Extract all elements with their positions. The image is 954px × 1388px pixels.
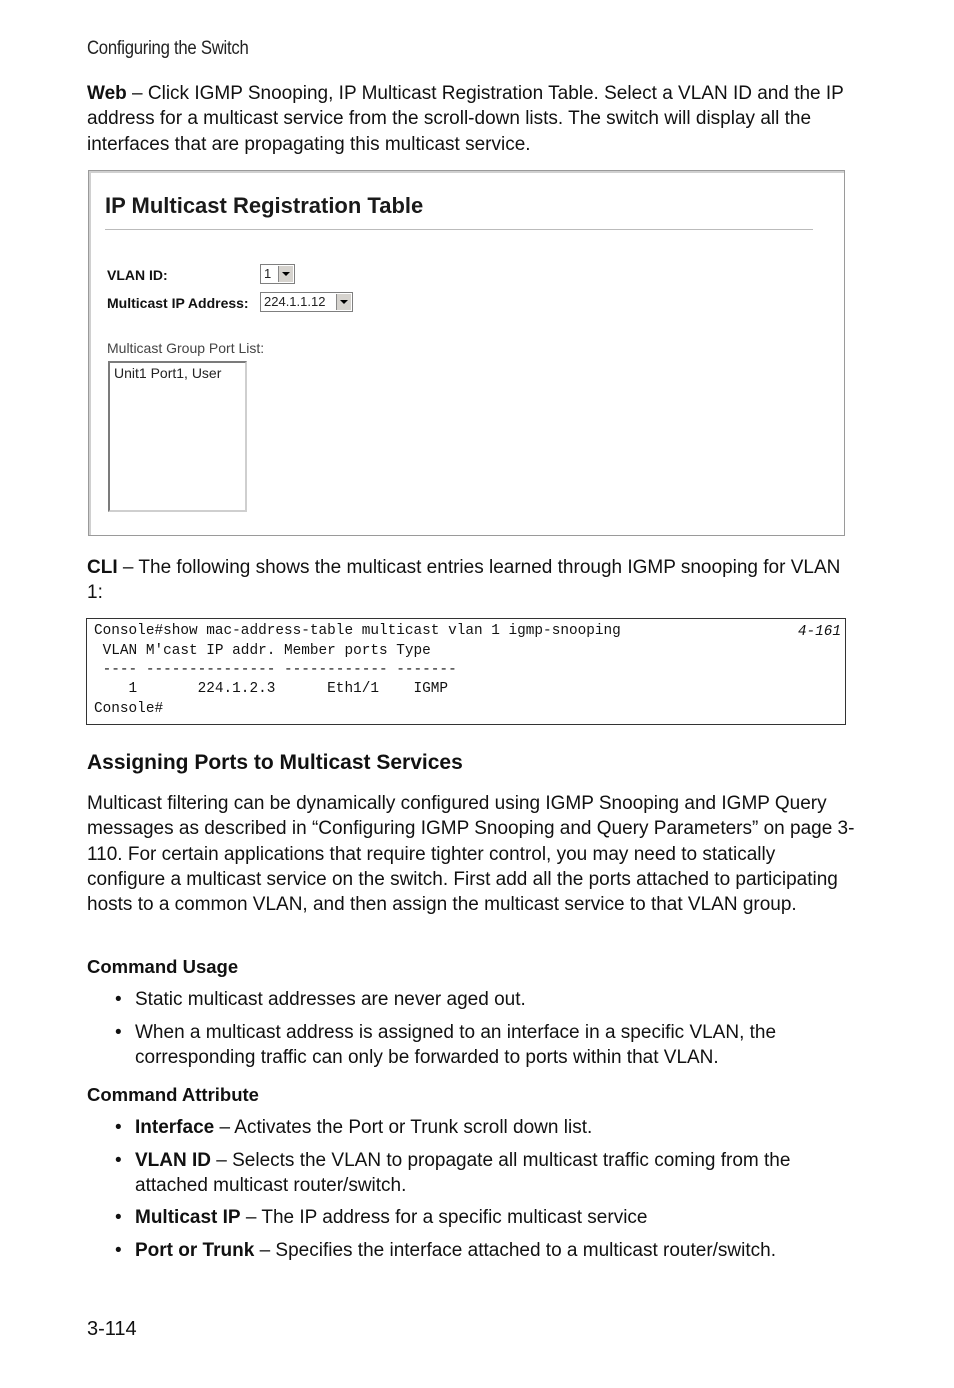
- attribute-desc: – Activates the Port or Trunk scroll down list.: [214, 1117, 593, 1138]
- vlan-id-select[interactable]: [260, 264, 295, 284]
- intro-paragraph: [87, 81, 857, 157]
- section-heading: Assigning Ports to Multicast Services: [87, 751, 463, 774]
- section-body: Multicast filtering can be dynamically configured using IGMP Snooping and IGMP Query messages as described in “Configuring IGMP Snooping and Query Parameters” on page 3-110. For certain applications that require tighter control, you may need to statically configure a multicast service on the switch. First add all the ports attached to participating hosts to a common VLAN, and then assign the multicast service to that VLAN group.: [87, 793, 855, 916]
- bullet-icon: •: [115, 1207, 122, 1228]
- group-port-list-label: Multicast Group Port List:: [107, 340, 265, 356]
- cli-code-block: [86, 618, 846, 725]
- bullet-icon: •: [115, 1240, 122, 1261]
- cli-paragraph: [87, 555, 857, 606]
- chevron-down-icon[interactable]: [278, 266, 293, 282]
- bullet-icon: •: [115, 989, 122, 1010]
- command-reference: 4-161: [797, 624, 841, 640]
- panel-divider: [105, 229, 813, 230]
- attribute-desc: – Selects the VLAN to propagate all multicast traffic coming from the attached multicast router/switch.: [135, 1150, 791, 1197]
- panel-title: IP Multicast Registration Table: [105, 193, 424, 218]
- intro-lead: Web: [87, 83, 127, 104]
- multicast-ip-label: Multicast IP Address:: [107, 295, 249, 311]
- chevron-down-icon[interactable]: [336, 294, 351, 310]
- vlan-id-value: 1: [264, 266, 272, 281]
- ip-multicast-registration-panel: [88, 170, 845, 536]
- attribute-item: [115, 1148, 850, 1199]
- attribute-item: [115, 1238, 850, 1263]
- page-number: 3-114: [87, 1318, 137, 1340]
- code-line: Console#: [94, 701, 164, 717]
- code-line: ---- --------------- ------------ -------: [94, 662, 457, 678]
- usage-item: • When a multicast address is assigned to an interface in a specific VLAN, the corresponding traffic can only be forwarded to ports within that VLAN.: [115, 1022, 777, 1069]
- cli-lead: CLI: [87, 557, 118, 578]
- code-line: 1 224.1.2.3 Eth1/1 IGMP: [94, 681, 449, 697]
- bullet-icon: •: [115, 1022, 122, 1043]
- attribute-term: VLAN ID: [135, 1150, 211, 1171]
- running-head: Configuring the Switch: [87, 38, 249, 59]
- code-line: Console#show mac-address-table multicast vlan 1 igmp-snooping: [94, 623, 621, 639]
- bullet-icon: •: [115, 1117, 122, 1138]
- intro-text: – Click IGMP Snooping, IP Multicast Registration Table. Select a VLAN ID and the IP address for a multicast service from the scroll-down lists. The switch will display all the interfaces that are propagating this multicast service.: [87, 83, 844, 155]
- bullet-icon: •: [115, 1150, 122, 1171]
- attribute-term: Port or Trunk: [135, 1240, 255, 1261]
- cli-text: – The following shows the multicast entries learned through IGMP snooping for VLAN 1:: [87, 557, 841, 604]
- attribute-term: Interface: [135, 1117, 215, 1138]
- code-line: VLAN M'cast IP addr. Member ports Type: [94, 643, 431, 659]
- vlan-id-label: VLAN ID:: [107, 267, 168, 283]
- multicast-ip-value: 224.1.1.12: [264, 294, 326, 309]
- multicast-ip-select[interactable]: [260, 292, 353, 312]
- command-usage-heading: Command Usage: [87, 956, 239, 977]
- attribute-desc: – The IP address for a specific multicast service: [240, 1207, 648, 1228]
- attribute-item: [115, 1115, 850, 1140]
- group-port-listbox[interactable]: [108, 361, 247, 512]
- list-item[interactable]: Unit1 Port1, User: [114, 365, 222, 381]
- usage-item: • Static multicast addresses are never aged out.: [115, 987, 850, 1012]
- attribute-term: Multicast IP: [135, 1207, 241, 1228]
- command-attribute-heading: Command Attribute: [87, 1084, 259, 1105]
- attribute-desc: – Specifies the interface attached to a multicast router/switch.: [254, 1240, 776, 1261]
- attribute-item: [115, 1205, 850, 1230]
